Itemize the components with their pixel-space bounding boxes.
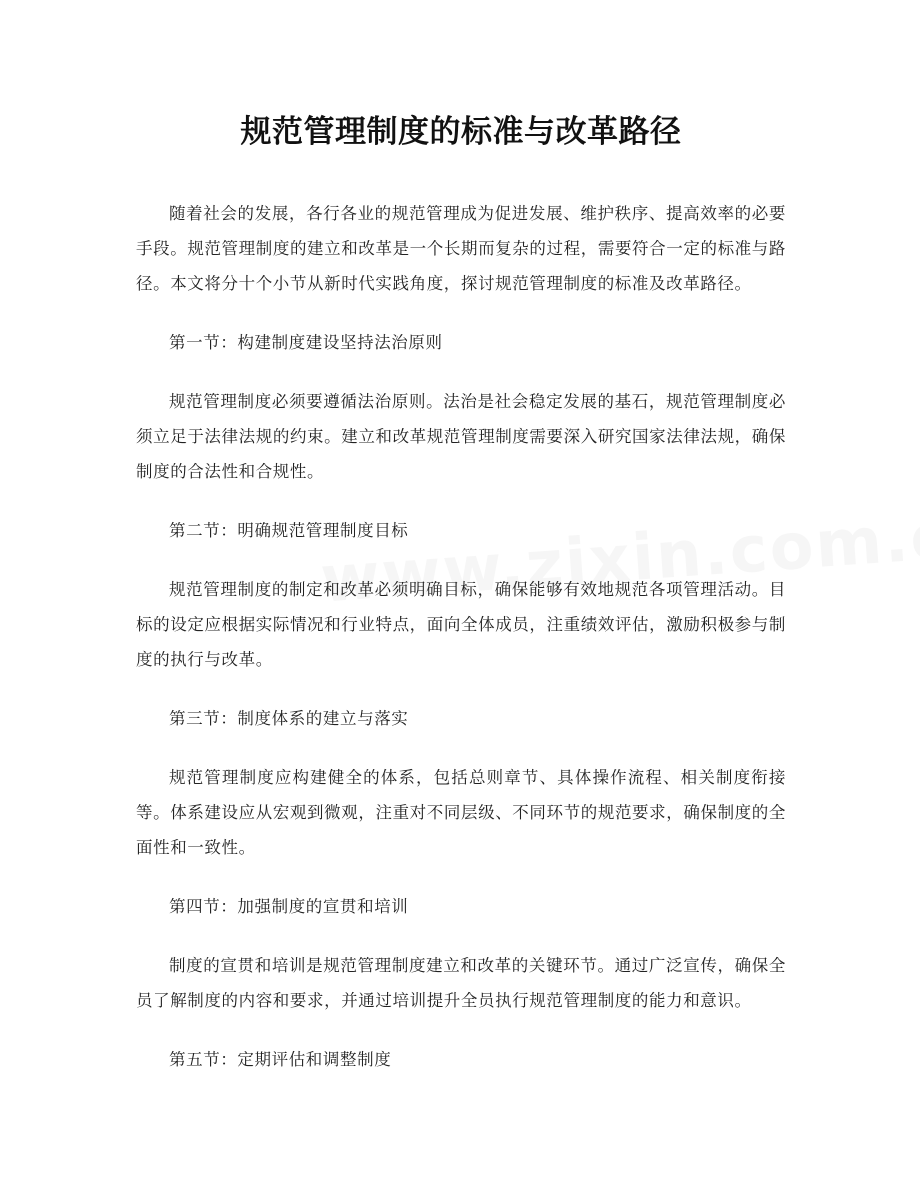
document-body	[136, 196, 786, 1077]
section-4-paragraph: 制度的宣贯和培训是规范管理制度建立和改革的关键环节。通过广泛宣传，确保全员了解制度的内容和要求，并通过培训提升全员执行规范管理制度的能力和意识。	[136, 956, 786, 1010]
section-2-paragraph: 规范管理制度的制定和改革必须明确目标，确保能够有效地规范各项管理活动。目标的设定应根据实际情况和行业特点，面向全体成员，注重绩效评估，激励积极参与制度的执行与改革。	[136, 580, 786, 669]
section-2-heading: 第二节：明确规范管理制度目标	[169, 521, 409, 540]
document-title: 规范管理制度的标准与改革路径	[240, 114, 682, 150]
section-4-heading: 第四节：加强制度的宣贯和培训	[169, 897, 409, 916]
section-1-paragraph: 规范管理制度必须要遵循法治原则。法治是社会稳定发展的基石，规范管理制度必须立足于法律法规的约束。建立和改革规范管理制度需要深入研究国家法律法规，确保制度的合法性和合规性。	[136, 392, 786, 481]
intro-paragraph: 随着社会的发展，各行各业的规范管理成为促进发展、维护秩序、提高效率的必要手段。规范管理制度的建立和改革是一个长期而复杂的过程，需要符合一定的标准与路径。本文将分十个小节从新时代实践角度，探讨规范管理制度的标准及改革路径。	[136, 204, 786, 293]
document-page	[136, 0, 786, 1101]
section-3-paragraph: 规范管理制度应构建健全的体系，包括总则章节、具体操作流程、相关制度衔接等。体系建设应从宏观到微观，注重对不同层级、不同环节的规范要求，确保制度的全面性和一致性。	[136, 768, 786, 857]
section-1-heading: 第一节：构建制度建设坚持法治原则	[169, 333, 443, 352]
section-5-heading: 第五节：定期评估和调整制度	[169, 1050, 392, 1069]
section-3-heading: 第三节：制度体系的建立与落实	[169, 709, 409, 728]
